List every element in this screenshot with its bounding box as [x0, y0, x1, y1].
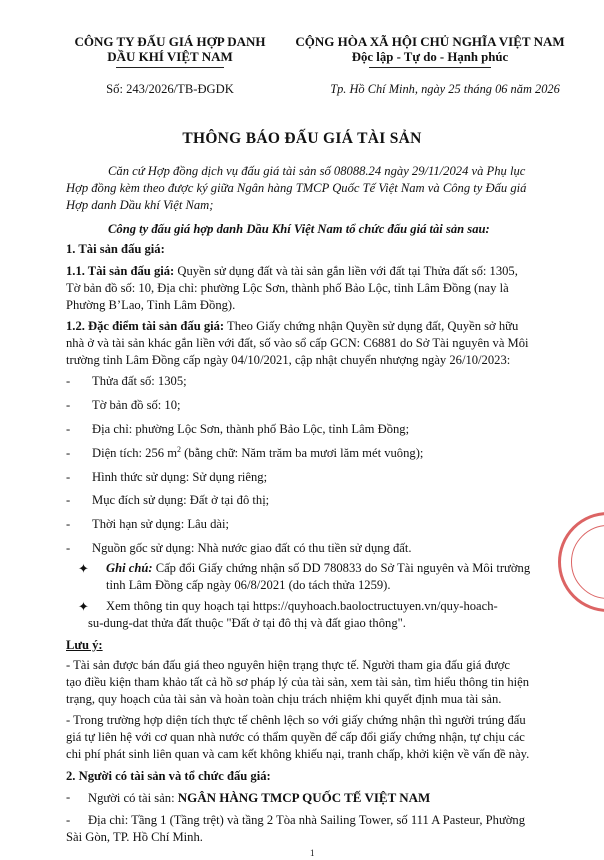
planning-info-line2: su-dung-dat thửa đất thuộc "Đất ở tại đô thị và đất giao thông".: [88, 616, 406, 630]
item11-label: 1.1. Tài sản đấu giá:: [66, 264, 175, 278]
owner-line: [88, 789, 430, 807]
company-name-line1: CÔNG TY ĐẤU GIÁ HỢP DANH: [74, 34, 266, 49]
item11-line3: Phường B’Lao, Tỉnh Lâm Đồng).: [66, 298, 236, 312]
section1-heading: 1. Tài sản đấu giá:: [66, 242, 165, 256]
item12-text-1: Theo Giấy chứng nhận Quyền sử dụng đất, Quyền sở hữu: [224, 319, 519, 333]
owner-name: NGÂN HÀNG TMCP QUỐC TẾ VIỆT NAM: [177, 790, 431, 805]
item12-label: 1.2. Đặc điểm tài sản đấu giá:: [66, 319, 225, 333]
notes-heading: Lưu ý:: [66, 638, 103, 652]
basis-line-1: Căn cứ Hợp đồng dịch vụ đấu giá tài sản số 08088.24 ngày 29/11/2024 và Phụ lục: [108, 164, 526, 178]
document-title: THÔNG BÁO ĐẤU GIÁ TÀI SẢN: [182, 130, 422, 147]
item12-line2: nhà ở và tài sản khác gắn liền với đất, số vào sổ cấp GCN: C6881 do Sở Tài nguyên và Môi: [66, 336, 529, 350]
basis-line-2: Hợp đồng kèm theo được ký giữa Ngân hàng TMCP Quốc Tế Việt Nam và Công ty Đấu giá: [66, 181, 527, 195]
bullet-dash: -: [66, 790, 71, 804]
bullet-dash: -: [66, 517, 71, 531]
page-number: 1: [310, 848, 315, 858]
cross-bullet-icon: ✦: [78, 599, 89, 614]
notes-para1-line1: - Tài sản được bán đấu giá theo nguyên hiện trạng thực tế. Người tham gia đấu giá được: [66, 658, 510, 672]
item12-line1: [66, 318, 586, 335]
company-underline: [116, 67, 224, 68]
bullet-dash: -: [66, 374, 71, 388]
item11-line2: Tờ bản đồ số: 10, Địa chỉ: phường Lộc Sơn, thành phố Bảo Lộc, tỉnh Lâm Đồng (nay là: [66, 281, 509, 295]
bullet-usage-term: Thời hạn sử dụng: Lâu dài;: [92, 517, 229, 531]
document-number: Số: 243/2026/TB-ĐGDK: [106, 82, 234, 96]
company-name-line2: DẦU KHÍ VIỆT NAM: [107, 49, 233, 64]
bullet-dash: -: [66, 398, 71, 412]
national-motto: Độc lập - Tự do - Hạnh phúc: [351, 50, 509, 64]
owner-label: Người có tài sản:: [88, 791, 178, 805]
bullet-dash: -: [66, 470, 71, 484]
note-line1: [106, 560, 586, 577]
item12-line3: trường tỉnh Lâm Đồng cấp ngày 04/10/2021, cập nhật chuyển nhượng ngày 26/10/2023:: [66, 353, 511, 367]
area-in-words: (bằng chữ: Năm trăm ba mươi lăm mét vuông);: [181, 446, 424, 461]
item11-line1: [66, 263, 586, 280]
owner-address-line1: Địa chỉ: Tầng 1 (Tầng trệt) và tầng 2 Tòa nhà Sailing Tower, số 111 A Pasteur, Phường: [88, 813, 526, 827]
bullet-usage-form: Hình thức sử dụng: Sử dụng riêng;: [92, 470, 268, 484]
bullet-address: Địa chỉ: phường Lộc Sơn, thành phố Bảo Lộc, tỉnh Lâm Đồng;: [92, 422, 410, 436]
place-date: Tp. Hồ Chí Minh, ngày 25 tháng 06 năm 2026: [330, 82, 560, 96]
note-line2: tỉnh Lâm Đồng cấp ngày 06/8/2021 (do tách thửa 1259).: [106, 578, 391, 592]
bullet-dash: -: [66, 446, 71, 460]
basis-line-3: Hợp danh Dầu khí Việt Nam;: [66, 198, 214, 212]
bullet-dash: -: [66, 422, 71, 436]
bullet-dash: -: [66, 541, 71, 555]
bullet-map-sheet: Tờ bản đồ số: 10;: [92, 398, 181, 412]
planning-info-line1: Xem thông tin quy hoạch tại https://quyhoach.baoloctructuyen.vn/quy-hoach-: [106, 599, 498, 613]
red-seal-stamp: [558, 512, 604, 612]
bullet-dash: -: [66, 813, 71, 827]
intro-statement: Công ty đấu giá hợp danh Dầu Khí Việt Nam tổ chức đấu giá tài sản sau:: [108, 222, 490, 236]
owner-address-line2: Sài Gòn, TP. Hồ Chí Minh.: [66, 830, 203, 844]
area-label: Diện tích: 256 m: [92, 446, 177, 461]
notes-para2-line1: - Trong trường hợp diện tích thực tế chênh lệch so với giấy chứng nhận thì người trúng đấu: [66, 713, 526, 727]
bullet-area: [92, 445, 423, 462]
national-title: CỘNG HÒA XÃ HỘI CHỦ NGHĨA VIỆT NAM: [295, 34, 565, 49]
notes-para1-line2: tạo điều kiện tham khảo tất cả hồ sơ pháp lý của tài sản, xem tài sản, tìm hiểu thông tin hiện: [66, 675, 530, 689]
notes-para2-line3: chi phí phát sinh liên quan và cam kết không khiếu nại, tranh chấp, khởi kiện về vấn đề này.: [66, 747, 530, 761]
notes-para2-line2: giá tự liên hệ với cơ quan nhà nước có thẩm quyền để cấp đổi giấy chứng nhận, tự chịu các: [66, 730, 525, 744]
cross-bullet-icon: ✦: [78, 561, 89, 576]
bullet-usage-purpose: Mục đích sử dụng: Đất ở tại đô thị;: [92, 493, 270, 507]
note-label: Ghi chú:: [106, 561, 153, 575]
bullet-usage-origin: Nguồn gốc sử dụng: Nhà nước giao đất có thu tiền sử dụng đất.: [92, 541, 412, 555]
notes-para1-line3: trạng, quy hoạch của tài sản và hoàn toàn chịu trách nhiệm khi quyết định mua tài sản.: [66, 692, 502, 706]
section2-heading: 2. Người có tài sản và tổ chức đấu giá:: [66, 769, 271, 783]
red-seal-inner-ring: [571, 525, 604, 599]
note-text-1: Cấp đổi Giấy chứng nhận số DD 780833 do Sở Tài nguyên và Môi trường: [152, 561, 531, 575]
area-superscript: 2: [177, 445, 181, 454]
item11-text-1: Quyền sử dụng đất và tài sản gắn liền với đất tại Thửa đất số: 1305,: [174, 264, 518, 278]
bullet-dash: -: [66, 493, 71, 507]
bullet-parcel-number: Thửa đất số: 1305;: [92, 374, 187, 388]
motto-underline: [369, 67, 491, 68]
